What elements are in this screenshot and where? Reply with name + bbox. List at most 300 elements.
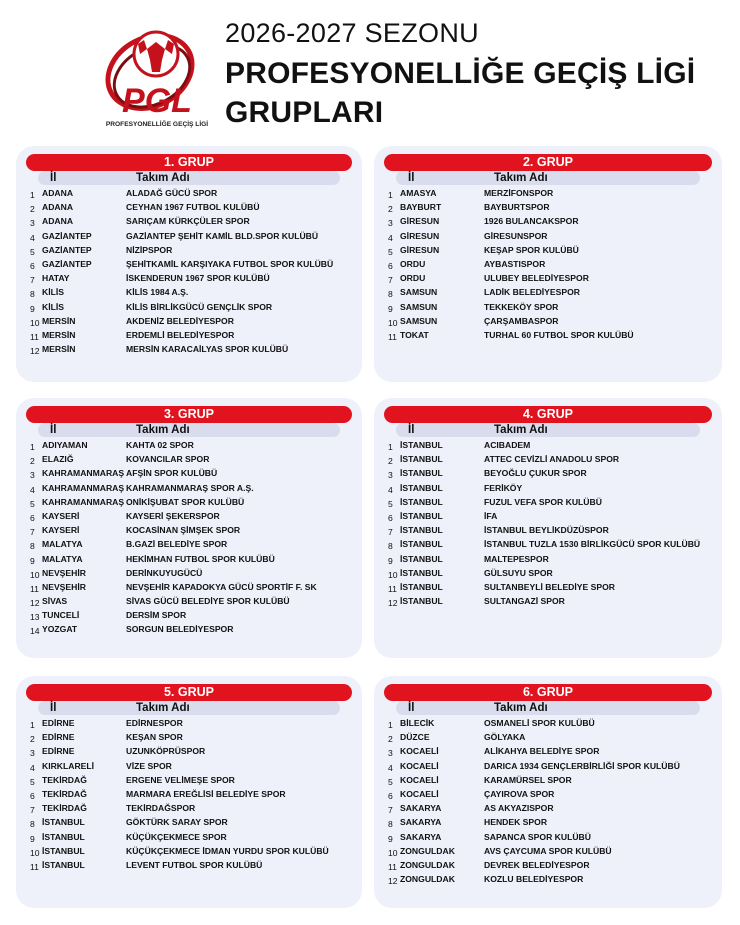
row-number: 5 [30,498,35,509]
column-il: İl [50,424,57,436]
team-row [30,245,352,259]
row-province: EDİRNE [42,746,75,757]
team-row [30,610,352,624]
row-province: GAZİANTEP [42,258,92,269]
team-row [30,746,352,760]
row-team-name: GÜLSUYU SPOR [484,567,553,578]
team-row [388,440,712,454]
groups-title: GRUPLARI [225,96,384,129]
row-team-name: NİZİPSPOR [126,244,173,255]
row-number: 9 [30,303,35,314]
row-number: 7 [30,275,35,286]
row-team-name: MARMARA EREĞLİSİ BELEDİYE SPOR [126,788,286,799]
column-header [396,423,700,437]
row-number: 4 [30,762,35,773]
row-team-name: SORGUN BELEDİYESPOR [126,624,234,635]
row-province: KOCAELİ [400,760,439,771]
group-title: 1. GRUP [26,154,352,171]
team-row [30,761,352,775]
row-province: GAZİANTEP [42,230,92,241]
team-row [30,202,352,216]
row-number: 2 [30,204,35,215]
row-team-name: KİLİS BİRLİKGÜCÜ GENÇLİK SPOR [126,301,273,312]
row-number: 5 [388,498,393,509]
row-team-name: ÇARŞAMBASPOR [484,315,559,326]
column-takim: Takım Adı [494,702,548,714]
row-province: ELAZIĞ [42,454,74,465]
row-team-name: DARICA 1934 GENÇLERBİRLİĞİ SPOR KULÜBÜ [484,760,680,771]
row-province: MERSİN [42,329,76,340]
row-province: MERSİN [42,344,76,355]
team-row [30,302,352,316]
row-province: HATAY [42,273,70,284]
row-number: 7 [388,275,393,286]
row-team-name: AKDENİZ BELEDİYESPOR [126,315,234,326]
team-row [388,554,712,568]
team-row [30,316,352,330]
row-team-name: ERDEMLİ BELEDİYESPOR [126,329,235,340]
row-province: NEVŞEHİR [42,581,86,592]
row-number: 3 [30,218,35,229]
row-province: MALATYA [42,553,83,564]
group-card-4 [374,398,722,658]
team-row [30,344,352,358]
row-province: TEKİRDAĞ [42,774,87,785]
row-number: 10 [388,847,398,858]
row-team-name: VİZE SPOR [126,760,172,771]
row-province: TOKAT [400,329,429,340]
row-province: GİRESUN [400,244,440,255]
row-team-name: İSTANBUL TUZLA 1530 BİRLİKGÜCÜ SPOR KULÜBÜ [484,539,701,550]
row-province: İSTANBUL [400,539,443,550]
row-number: 1 [388,190,393,200]
row-number: 1 [30,190,35,200]
group-title: 4. GRUP [384,406,712,423]
row-number: 11 [388,861,397,872]
team-row [30,216,352,230]
row-province: KAYSERİ [42,510,80,521]
league-title: PROFESYONELLİĞE GEÇİŞ LİGİ [225,57,696,90]
group-title: 6. GRUP [384,684,712,701]
team-list [30,188,352,358]
row-number: 6 [30,260,35,271]
row-team-name: AYBASTISPOR [484,258,546,269]
team-row [388,202,712,216]
row-number: 5 [30,776,35,787]
row-number: 3 [388,748,393,759]
column-takim: Takım Adı [494,424,548,436]
row-team-name: SULTANBEYLİ BELEDİYE SPOR [484,581,615,592]
row-province: İSTANBUL [400,553,443,564]
row-team-name: HEKİMHAN FUTBOL SPOR KULÜBÜ [126,553,275,564]
row-team-name: ÇAYIROVA SPOR [484,788,555,799]
row-province: BİLECİK [400,718,435,728]
row-team-name: DERSİM SPOR [126,610,187,621]
row-number: 10 [388,317,398,328]
row-number: 7 [388,527,393,538]
row-team-name: KEŞAP SPOR KULÜBÜ [484,244,579,255]
row-team-name: ALADAĞ GÜCÜ SPOR [126,188,218,198]
row-province: İSTANBUL [42,859,85,870]
team-row [30,554,352,568]
row-team-name: İFA [484,510,498,521]
row-number: 4 [30,232,35,243]
column-header [38,171,340,185]
team-row [30,860,352,874]
row-province: TEKİRDAĞ [42,803,87,814]
row-team-name: ŞEHİTKAMİL KARŞIYAKA FUTBOL SPOR KULÜBÜ [126,258,334,269]
row-province: İSTANBUL [400,496,443,507]
row-province: MERSİN [42,315,76,326]
team-row [30,454,352,468]
row-province: ZONGULDAK [400,859,455,870]
row-number: 4 [30,484,35,495]
row-province: İSTANBUL [400,510,443,521]
row-province: KAYSERİ [42,525,80,536]
team-row [388,761,712,775]
team-row [30,188,352,202]
row-number: 8 [388,289,393,300]
team-row [30,539,352,553]
team-row [388,188,712,202]
row-number: 11 [388,331,397,342]
row-team-name: GİRESUNSPOR [484,230,548,241]
row-team-name: GAZİANTEP ŞEHİT KAMİL BLD.SPOR KULÜBÜ [126,230,319,241]
row-team-name: CEYHAN 1967 FUTBOL KULÜBÜ [126,202,260,213]
row-province: ADANA [42,216,74,227]
row-team-name: MERZİFONSPOR [484,188,554,198]
team-row [30,803,352,817]
row-province: KAHRAMANMARAŞ [42,496,125,507]
team-row [30,259,352,273]
row-number: 1 [30,442,35,452]
row-team-name: ATTEC CEVİZLİ ANADOLU SPOR [484,454,620,465]
row-province: AMASYA [400,188,437,198]
row-province: KOCAELİ [400,774,439,785]
row-team-name: ONİKİŞUBAT SPOR KULÜBÜ [126,496,245,507]
column-header [38,701,340,715]
team-row [388,582,712,596]
team-row [30,624,352,638]
row-province: SİVAS [42,596,68,607]
row-team-name: HENDEK SPOR [484,817,548,828]
row-team-name: DERİNKUYUGÜCÜ [126,567,203,578]
row-province: ZONGULDAK [400,845,455,856]
team-row [388,245,712,259]
row-team-name: KOVANCILAR SPOR [126,454,210,465]
team-row [388,330,712,344]
row-number: 6 [388,512,393,523]
row-team-name: KİLİS 1984 A.Ş. [126,287,189,298]
team-row [388,287,712,301]
team-row [388,259,712,273]
row-province: DÜZCE [400,732,430,743]
team-row [30,330,352,344]
row-team-name: FUZUL VEFA SPOR KULÜBÜ [484,496,602,507]
row-number: 10 [30,317,40,328]
row-team-name: NEVŞEHİR KAPADOKYA GÜCÜ SPORTİF F. SK [126,581,317,592]
row-number: 13 [30,612,40,623]
row-number: 2 [30,734,35,745]
row-team-name: AFŞİN SPOR KULÜBÜ [126,468,218,479]
row-team-name: TEKİRDAĞSPOR [126,803,196,814]
row-province: SAMSUN [400,287,438,298]
row-team-name: KÜÇÜKÇEKMECE İDMAN YURDU SPOR KULÜBÜ [126,845,329,856]
row-number: 1 [388,720,393,730]
row-number: 12 [30,346,40,357]
row-team-name: ULUBEY BELEDİYESPOR [484,273,589,284]
row-number: 8 [30,819,35,830]
row-province: SAMSUN [400,315,438,326]
team-row [388,216,712,230]
group-card-1 [16,146,362,382]
row-team-name: KAHRAMANMARAŞ SPOR A.Ş. [126,482,254,493]
column-takim: Takım Adı [494,172,548,184]
team-list [388,188,712,344]
row-team-name: KÜÇÜKÇEKMECE SPOR [126,831,227,842]
team-row [388,874,712,888]
row-team-name: LADİK BELEDİYESPOR [484,287,580,298]
row-province: EDİRNE [42,732,75,743]
row-number: 10 [30,569,40,580]
row-number: 9 [388,555,393,566]
row-number: 8 [388,819,393,830]
row-province: TEKİRDAĞ [42,788,87,799]
row-number: 3 [388,470,393,481]
row-province: İSTANBUL [400,468,443,479]
row-number: 3 [30,470,35,481]
column-il: İl [408,702,415,714]
team-row [30,568,352,582]
team-row [388,302,712,316]
row-number: 5 [388,246,393,257]
team-row [30,846,352,860]
row-number: 3 [30,748,35,759]
row-number: 4 [388,762,393,773]
row-province: ZONGULDAK [400,874,455,885]
row-province: İSTANBUL [400,596,443,607]
row-number: 7 [30,805,35,816]
team-row [388,497,712,511]
team-row [30,273,352,287]
row-team-name: KAYSERİ ŞEKERSPOR [126,510,220,521]
row-team-name: BAYBURTSPOR [484,202,550,213]
row-number: 5 [388,776,393,787]
column-header [396,171,700,185]
column-il: İl [408,424,415,436]
row-number: 9 [30,833,35,844]
row-province: ORDU [400,258,426,269]
row-team-name: GÖLYAKA [484,732,526,743]
column-header [38,423,340,437]
row-province: SAKARYA [400,817,442,828]
row-province: KİLİS [42,287,64,298]
row-number: 7 [388,805,393,816]
row-number: 12 [388,598,398,609]
team-row [388,511,712,525]
row-number: 11 [30,861,39,872]
row-team-name: KARAMÜRSEL SPOR [484,774,572,785]
row-team-name: 1926 BULANCAKSPOR [484,216,579,227]
team-row [30,468,352,482]
team-row [30,832,352,846]
row-team-name: İSKENDERUN 1967 SPOR KULÜBÜ [126,273,270,284]
row-province: KOCAELİ [400,788,439,799]
group-card-5 [16,676,362,908]
team-row [388,525,712,539]
team-row [30,440,352,454]
logo-subtext: PROFESYONELLİĞE GEÇİŞ LİGİ [105,121,209,128]
row-number: 14 [30,626,40,637]
row-team-name: KEŞAN SPOR [126,732,183,743]
row-team-name: TURHAL 60 FUTBOL SPOR KULÜBÜ [484,329,634,340]
group-title: 5. GRUP [26,684,352,701]
row-number: 5 [30,246,35,257]
team-row [388,846,712,860]
row-number: 10 [388,569,398,580]
column-il: İl [50,702,57,714]
row-number: 10 [30,847,40,858]
row-team-name: SULTANGAZİ SPOR [484,596,565,607]
row-team-name: MERSİN KARACAİLYAS SPOR KULÜBÜ [126,344,289,355]
row-province: GİRESUN [400,216,440,227]
column-takim: Takım Adı [136,424,190,436]
row-team-name: ALİKAHYA BELEDİYE SPOR [484,746,600,757]
row-number: 8 [30,541,35,552]
row-number: 2 [388,456,393,467]
team-row [388,732,712,746]
row-province: ADIYAMAN [42,440,88,450]
column-il: İl [408,172,415,184]
row-province: KIRKLARELİ [42,760,95,771]
row-number: 2 [388,204,393,215]
row-team-name: EDİRNESPOR [126,718,183,728]
team-row [30,287,352,301]
row-number: 7 [30,527,35,538]
group-card-6 [374,676,722,908]
team-row [388,273,712,287]
row-number: 8 [388,541,393,552]
row-province: TUNCELİ [42,610,80,621]
team-row [30,732,352,746]
group-title: 3. GRUP [26,406,352,423]
team-row [30,817,352,831]
team-row [388,539,712,553]
row-province: İSTANBUL [400,440,443,450]
team-row [30,718,352,732]
row-province: ADANA [42,188,74,198]
row-team-name: AS AKYAZISPOR [484,803,554,814]
team-row [30,596,352,610]
team-row [388,568,712,582]
row-team-name: TEKKEKÖY SPOR [484,301,559,312]
team-row [30,483,352,497]
page-header [0,0,740,140]
team-row [388,803,712,817]
team-row [30,511,352,525]
team-row [388,468,712,482]
row-team-name: DEVREK BELEDİYESPOR [484,859,590,870]
column-il: İl [50,172,57,184]
team-row [30,775,352,789]
row-number: 12 [30,598,40,609]
row-team-name: MALTEPESPOR [484,553,549,564]
row-number: 6 [30,512,35,523]
row-province: İSTANBUL [42,831,85,842]
row-number: 4 [388,232,393,243]
row-province: ADANA [42,202,74,213]
row-number: 9 [388,303,393,314]
row-number: 6 [388,260,393,271]
row-team-name: SARIÇAM KÜRKÇÜLER SPOR [126,216,250,227]
team-row [30,582,352,596]
column-header [396,701,700,715]
row-team-name: LEVENT FUTBOL SPOR KULÜBÜ [126,859,263,870]
row-team-name: ERGENE VELİMEŞE SPOR [126,774,235,785]
row-province: GAZİANTEP [42,244,92,255]
season-title: 2026-2027 SEZONU [225,18,479,48]
team-row [30,789,352,803]
row-province: EDİRNE [42,718,75,728]
row-province: SAKARYA [400,803,442,814]
team-row [30,525,352,539]
group-card-2 [374,146,722,382]
row-number: 1 [388,442,393,452]
row-province: SAKARYA [400,831,442,842]
row-province: BAYBURT [400,202,442,213]
row-team-name: BEYOĞLU ÇUKUR SPOR [484,468,587,479]
row-team-name: KAHTA 02 SPOR [126,440,194,450]
row-province: İSTANBUL [42,845,85,856]
team-row [388,746,712,760]
row-province: YOZGAT [42,624,78,635]
row-number: 9 [30,555,35,566]
row-team-name: FERİKÖY [484,482,523,493]
row-team-name: KOCASİNAN ŞİMŞEK SPOR [126,525,241,536]
row-number: 12 [388,876,398,887]
row-team-name: UZUNKÖPRÜSPOR [126,746,206,757]
group-title: 2. GRUP [384,154,712,171]
row-number: 4 [388,484,393,495]
team-row [388,832,712,846]
team-row [388,817,712,831]
pgl-logo-graphic [100,20,215,132]
logo-letters: PGL [122,82,192,120]
row-number: 11 [388,583,397,594]
row-number: 1 [30,720,35,730]
row-province: NEVŞEHİR [42,567,86,578]
column-takim: Takım Adı [136,702,190,714]
row-team-name: İSTANBUL BEYLİKDÜZÜSPOR [484,525,609,536]
team-row [30,231,352,245]
row-province: İSTANBUL [400,581,443,592]
team-row [30,497,352,511]
row-province: İSTANBUL [400,454,443,465]
row-team-name: AVS ÇAYCUMA SPOR KULÜBÜ [484,845,612,856]
row-province: KAHRAMANMARAŞ [42,482,125,493]
team-row [388,483,712,497]
row-province: İSTANBUL [400,567,443,578]
row-number: 6 [388,790,393,801]
row-team-name: GÖKTÜRK SARAY SPOR [126,817,228,828]
row-number: 11 [30,331,39,342]
pgl-logo [100,20,215,132]
team-list [30,440,352,639]
row-province: İSTANBUL [400,482,443,493]
row-number: 6 [30,790,35,801]
row-team-name: SİVAS GÜCÜ BELEDİYE SPOR KULÜBÜ [126,596,290,607]
row-team-name: OSMANELİ SPOR KULÜBÜ [484,718,595,728]
